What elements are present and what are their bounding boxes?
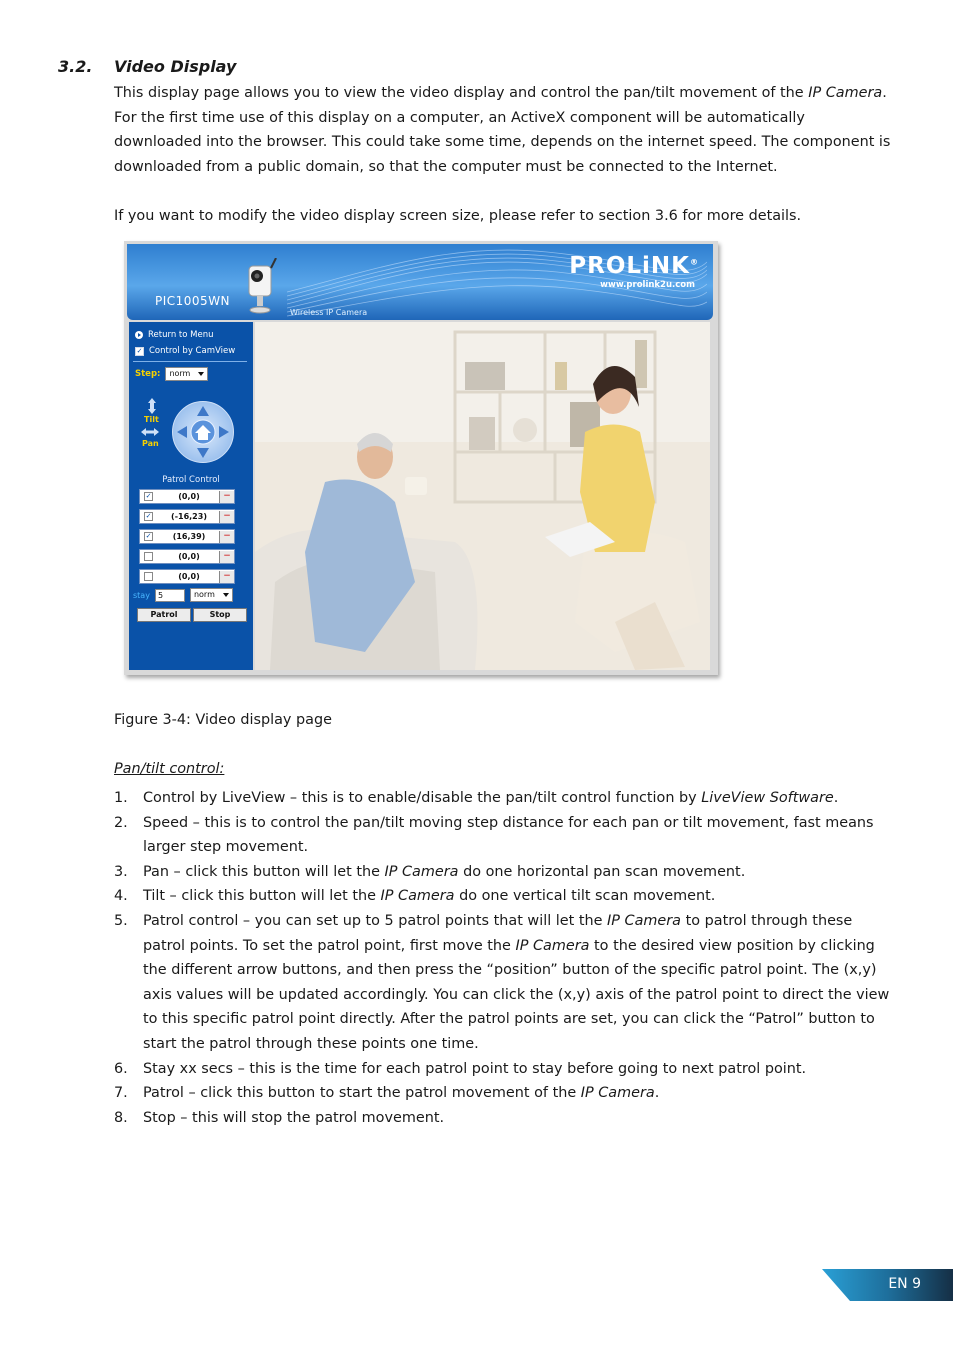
intro-emphasis: IP Camera [808, 85, 883, 101]
model-name: PIC1005WN [155, 294, 231, 308]
video-feed-image [255, 322, 710, 670]
patrol-button[interactable]: Patrol [137, 608, 191, 622]
list-item: 4. Tilt – click this button will let the IP Camera do one vertical tilt scan movement. [114, 888, 716, 905]
stop-button[interactable]: Stop [193, 608, 247, 622]
checkbox-icon: ✓ [136, 346, 143, 355]
position-button[interactable]: − [219, 491, 234, 503]
list-item: 6. Stay xx secs – this is the time for each patrol point to stay before going to next patrol point. [114, 1060, 807, 1077]
video-display-figure [124, 241, 718, 675]
list-item: 8. Stop – this will stop the patrol movement. [114, 1109, 445, 1126]
return-to-menu-link[interactable]: Return to Menu [135, 330, 213, 340]
intro-text-1: This display page allows you to view the video display and control the pan/tilt movement of the [114, 85, 809, 101]
section-title: Video Display [114, 57, 237, 76]
position-button[interactable]: − [219, 551, 234, 563]
patrol-point-3[interactable] [139, 529, 235, 544]
step-row [135, 367, 208, 381]
step-select[interactable]: norm [165, 367, 208, 381]
tilt-button[interactable]: Tilt [144, 415, 159, 424]
section-number: 3.2. [58, 57, 93, 76]
patrol-control-title: Patrol Control [162, 475, 220, 485]
camera-icon [243, 258, 279, 314]
patrol-point-value[interactable]: (16,39) [172, 532, 206, 541]
checkbox[interactable] [144, 572, 153, 581]
chevron-down-icon [198, 372, 204, 376]
page-number-tab [822, 1269, 953, 1301]
section-heading [58, 57, 236, 76]
patrol-point-value[interactable]: (-16,23) [171, 512, 207, 521]
checkbox[interactable]: ✓ [145, 512, 152, 520]
list-item: 1. Control by LiveView – this is to enable/disable the pan/tilt control function by LiveView Software. [114, 790, 839, 806]
list-item: 7. Patrol – click this button to start the patrol movement of the IP Camera. [114, 1085, 660, 1102]
intro-paragraph [114, 81, 894, 179]
stay-input[interactable]: 5 [155, 589, 185, 602]
pan-arrows-icon[interactable] [141, 428, 159, 436]
stay-label: stay [133, 590, 150, 600]
step-label: Step: [135, 369, 161, 379]
patrol-point-5[interactable] [139, 569, 235, 584]
control-by-camview-toggle[interactable]: ✓ Control by CamView [136, 346, 236, 356]
brand-url: www.prolink2u.com [600, 280, 695, 290]
stay-speed-select[interactable]: norm [190, 588, 233, 602]
patrol-point-value[interactable]: (0,0) [178, 492, 200, 501]
brand-logo: PROLiNK® [569, 253, 699, 279]
patrol-point-value[interactable]: (0,0) [178, 572, 200, 581]
chevron-down-icon [223, 593, 229, 597]
checkbox[interactable] [144, 552, 153, 561]
patrol-point-2[interactable] [139, 509, 235, 524]
list-item: 5. Patrol control – you can set up to 5 patrol points that will let the IP Camera to patrol through these patrol points. To set the patrol point, first move the IP Camera to the desired view position by clicking the different arrow buttons, and then press the “position” button of the specific patrol point. The (x,y) axis values will be updated accordingly. You can click the (x,y) axis of the patrol point to direct the view to this specific patrol point directly. After the patrol points are set, you can click the “Patrol” button to start the patrol through these points one time. [114, 912, 890, 1052]
pan-button[interactable]: Pan [142, 439, 159, 448]
intro-text-2: . For the first time use of this display on a computer, an ActiveX component will be automatically downloaded into the browser. This could take some time, depends on the internet speed. The component is downloaded from a public domain, so that the computer must be connected to the Internet. [114, 85, 891, 175]
position-button[interactable]: − [219, 571, 234, 583]
list-item: 3. Pan – click this button will let the IP Camera do one horizontal pan scan movement. [114, 863, 746, 880]
stay-row [133, 588, 233, 602]
position-button[interactable]: − [219, 531, 234, 543]
screen-size-note: If you want to modify the video display screen size, please refer to section 3.6 for more details. [114, 208, 802, 224]
patrol-point-4[interactable] [139, 549, 235, 564]
header-banner [127, 244, 713, 320]
checkbox[interactable]: ✓ [145, 532, 152, 540]
page-number: EN 9 [888, 1276, 921, 1292]
direction-pad[interactable] [172, 401, 234, 463]
checkbox[interactable]: ✓ [145, 492, 152, 500]
arrow-buttons-icon[interactable] [173, 402, 233, 462]
list-item: 2. Speed – this is to control the pan/tilt moving step distance for each pan or tilt movement, fast means larger step movement. [114, 814, 874, 856]
figure-caption: Figure 3-4: Video display page [114, 712, 332, 728]
divider [133, 361, 247, 362]
play-icon [135, 331, 143, 339]
subsection-title: Pan/tilt control: [114, 761, 225, 777]
patrol-point-value[interactable]: (0,0) [178, 552, 200, 561]
pan-tilt-list [114, 786, 894, 1130]
product-subtitle: Wireless IP Camera [290, 308, 368, 317]
control-sidebar [129, 322, 253, 670]
patrol-point-1[interactable] [139, 489, 235, 504]
position-button[interactable]: − [219, 511, 234, 523]
tilt-arrows-icon[interactable] [147, 398, 157, 414]
